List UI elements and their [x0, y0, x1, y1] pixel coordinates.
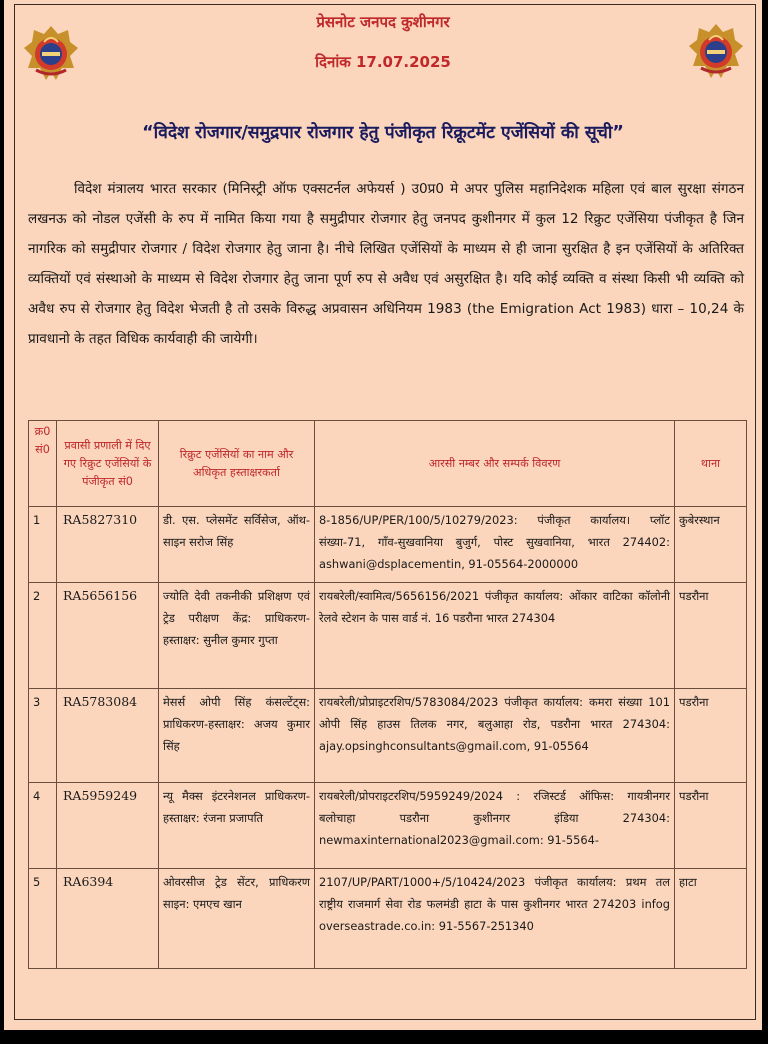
- table-row: [29, 507, 747, 583]
- row-thana: कुबेरस्थान: [675, 507, 747, 583]
- row-thana: पडरौना: [675, 583, 747, 689]
- row-agency: डी. एस. प्लेसमेंट सर्विसेज, ऑथ-साइन सरोज सिंह: [159, 507, 315, 583]
- row-contact: 8-1856/UP/PER/100/5/10279/2023: पंजीकृत कार्यालय। प्लॉट संख्या-71, गाँव-सुखवानिया बुजुर्ग, पोस्ट सुखवानिया, भारत 274402: ashwani@dsplacementin, 91-05564-2000000: [315, 507, 675, 583]
- row-contact: रायबरेली/प्रोपराइटरशिप/5959249/2024 : रजिस्टर्ड ऑफिस: गायत्रीनगर बलोचाहा पडरौना कुशीनगर इंडिया 274304: newmaxinternational2023@gmail.com: 91-5564-: [315, 783, 675, 869]
- row-agency: न्यू मैक्स इंटरनेशनल प्राधिकरण-हस्ताक्षर: रंजना प्रजापति: [159, 783, 315, 869]
- table-row: [29, 689, 747, 783]
- table-row: [29, 869, 747, 969]
- header-agency: रिक्रुट एजेंसियों का नाम और अधिकृत हस्ताक्षरकर्ता: [159, 421, 315, 507]
- row-registration: RA5827310: [57, 507, 159, 583]
- header-thana: थाना: [675, 421, 747, 507]
- table-header-row: [29, 421, 747, 507]
- header-serial: क्र0 सं0: [29, 421, 57, 507]
- row-thana: पडरौना: [675, 783, 747, 869]
- row-registration: RA5959249: [57, 783, 159, 869]
- table-row: [29, 783, 747, 869]
- row-serial: 2: [29, 583, 57, 689]
- agency-table: [28, 420, 747, 969]
- press-note-document: [4, 0, 762, 1030]
- table-row: [29, 583, 747, 689]
- row-contact: रायबरेली/प्रोप्राइटरशिप/5783084/2023 पंजीकृत कार्यालय: कमरा संख्या 101 ओपी सिंह हाउस तिलक नगर, बलुआहा रोड, पडरौना भारत 274304: ajay.opsinghconsultants@gmail.com, 91-05564: [315, 689, 675, 783]
- header-registration: प्रवासी प्रणाली में दिए गए रिक्रुट एजेंसियों के पंजीकृत सं0: [57, 421, 159, 507]
- row-agency: ओवरसीज ट्रेड सेंटर, प्राधिकरण साइन: एमएच खान: [159, 869, 315, 969]
- row-registration: RA6394: [57, 869, 159, 969]
- row-serial: 3: [29, 689, 57, 783]
- bottom-black-bar: [0, 1030, 768, 1044]
- row-thana: हाटा: [675, 869, 747, 969]
- row-agency: ज्योति देवी तकनीकी प्रशिक्षण एवं ट्रेड परीक्षण केंद्र: प्राधिकरण-हस्ताक्षर: सुनील कुमार गुप्ता: [159, 583, 315, 689]
- row-serial: 5: [29, 869, 57, 969]
- row-contact: रायबरेली/स्वामित्व/5656156/2021 पंजीकृत कार्यालय: ओंकार वाटिका कॉलोनी रेलवे स्टेशन के पास वार्ड नं. 16 पडरौना भारत 274304: [315, 583, 675, 689]
- row-serial: 4: [29, 783, 57, 869]
- row-contact: 2107/UP/PART/1000+/5/10424/2023 पंजीकृत कार्यालय: प्रथम तल राष्ट्रीय राजमार्ग सेवा रोड फलमंडी हाटा के पास कुशीनगर भारत 274203 infog overseastrade.co.in: 91-5567-251340: [315, 869, 675, 969]
- document-title: “विदेश रोजगार/समुद्रपार रोजगार हेतु पंजीकृत रिक्रूटमेंट एजेंसियों की सूची”: [142, 123, 624, 143]
- press-note-heading: प्रेसनोट जनपद कुशीनगर: [316, 13, 450, 31]
- row-agency: मेसर्स ओपी सिंह कंसल्टेंट्स: प्राधिकरण-हस्ताक्षर: अजय कुमार सिंह: [159, 689, 315, 783]
- header-contact: आरसी नम्बर और सम्पर्क विवरण: [315, 421, 675, 507]
- row-serial: 1: [29, 507, 57, 583]
- press-note-date: दिनांक 17.07.2025: [315, 53, 451, 71]
- body-paragraph-text: विदेश मंत्रालय भारत सरकार (मिनिस्ट्री ऑफ एक्सटर्नल अफेयर्स ) उ0प्र0 मे अपर पुलिस महानिदेशक महिला एवं बाल सुरक्षा संगठन लखनऊ को नोडल एजेंसी के रुप में नामित किया गया है समुद्रीपार रोजगार हेतु जनपद कुशीनगर में कुल 12 रिक्रुट एजेंसिया पंजीकृत है जिन नागरिक को समुद्रीपार रोजगार / विदेश रोजगार हेतु जाना है। नीचे लिखित एजेंसियों के माध्यम से ही जाना सुरक्षित है इन एजेंसियों के अतिरिक्त व्यक्तियों एवं संस्थाओ के माध्यम से विदेश रोजगार हेतु जाना पूर्ण रुप से अवैध एवं असुरक्षित है। यदि कोई व्यक्ति व संस्था किसी भी व्यक्ति को अवैध रुप से रोजगार हेतु विदेश भेजती है तो उसके विरुद्ध अप्रवासन अधिनियम 1983 (the Emigration Act 1983) धारा – 10,24 के प्रावधानो के तहत विधिक कार्यवाही की जायेगी।: [28, 181, 744, 347]
- row-registration: RA5783084: [57, 689, 159, 783]
- row-thana: पडरौना: [675, 689, 747, 783]
- row-registration: RA5656156: [57, 583, 159, 689]
- body-paragraph: [28, 174, 744, 354]
